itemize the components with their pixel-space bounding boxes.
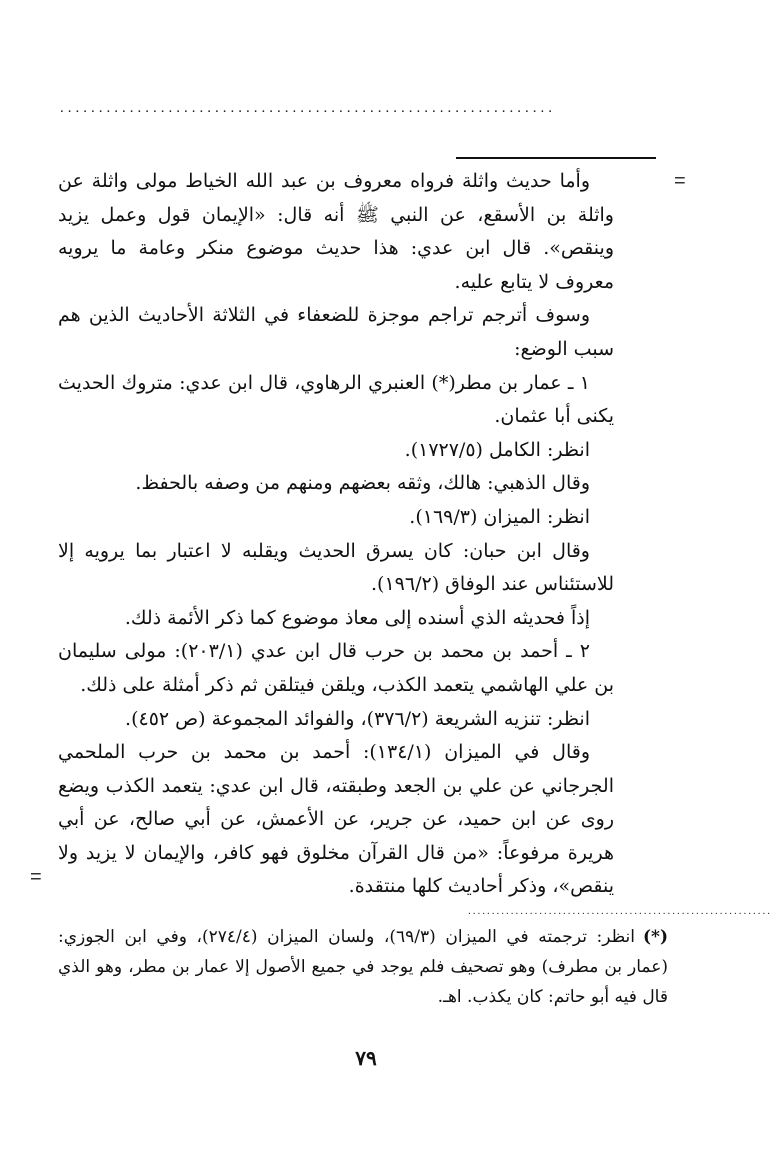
- main-text: [58, 165, 614, 904]
- paragraph: وأما حديث واثلة فرواه معروف بن عبد الله الخياط مولى واثلة عن واثلة بن الأسقع، عن النبي ﷺ أنه قال: «الإيمان قول وعمل يزيد وينقص». قال ابن عدي: هذا حديث موضوع منكر وعامة ما يرويه معروف لا يتابع عليه.: [58, 170, 614, 293]
- left-margin-mark: =: [30, 866, 42, 888]
- footnote-text: انظر: ترجمته في الميزان (٦٩/٣)، ولسان الميزان (٢٧٤/٤)، وفي ابن الجوزي: (عمار بن مطرف) وهو تصحيف فلم يوجد في جميع الأصول إلا عمار بن مطر، وهو الذي قال فيه أبو حاتم: كان يكذب. اهـ.: [58, 927, 668, 1007]
- paragraph: وقال في الميزان (١٣٤/١): أحمد بن محمد بن حرب الملحمي الجرجاني عن علي بن الجعد وطبقته، قال ابن عدي: يتعمد الكذب ويضع روى عن ابن حميد، عن جرير، عن الأعمش، عن أبي صالح، عن أبي هريرة مرفوعاً: «من قال القرآن مخلوق فهو كافر، والإيمان لا يزيد ولا ينقص»، وذكر أحاديث كلها منتقدة.: [58, 741, 614, 898]
- paragraph: إذاً فحديثه الذي أسنده إلى معاذ موضوع كما ذكر الأئمة ذلك.: [124, 606, 590, 629]
- footnote: [58, 922, 668, 1012]
- paragraph: ٢ ـ أحمد بن محمد بن حرب قال ابن عدي (٢٠٣/١): مولى سليمان بن علي الهاشمي يتعمد الكذب، ويلقن فيتلقن ثم ذكر أمثلة على ذلك.: [58, 640, 614, 696]
- reference-line: انظر: الميزان (١٦٩/٣).: [409, 505, 590, 528]
- paragraph: ١ ـ عمار بن مطر(*) العنبري الرهاوي، قال ابن عدي: متروك الحديث يكنى أبا عثمان.: [58, 371, 614, 428]
- paragraph: وسوف أترجم تراجم موجزة للضعفاء في الثلاثة الأحاديث الذين هم سبب الوضع:: [58, 304, 614, 360]
- paragraph: وقال الذهبي: هالك، وثقه بعضهم ومنهم من وصفه بالحفظ.: [135, 472, 590, 495]
- header-dotted-rule: ................................................................: [60, 100, 556, 116]
- top-rule: [456, 157, 656, 159]
- page-number: ٧٩: [355, 1046, 377, 1070]
- reference-line: انظر: تنزيه الشريعة (٣٧٦/٢)، والفوائد المجموعة (ص ٤٥٢).: [125, 707, 590, 730]
- right-margin-mark: =: [674, 170, 686, 192]
- footnote-separator: ................................................................: [468, 905, 772, 917]
- paragraph: وقال ابن حبان: كان يسرق الحديث ويقلبه لا اعتبار بما يرويه إلا للاستئناس عند الوفاق (١٩٦/٢).: [58, 539, 614, 596]
- footnote-marker: (*): [643, 927, 668, 947]
- reference-line: انظر: الكامل (١٧٢٧/٥).: [404, 438, 590, 461]
